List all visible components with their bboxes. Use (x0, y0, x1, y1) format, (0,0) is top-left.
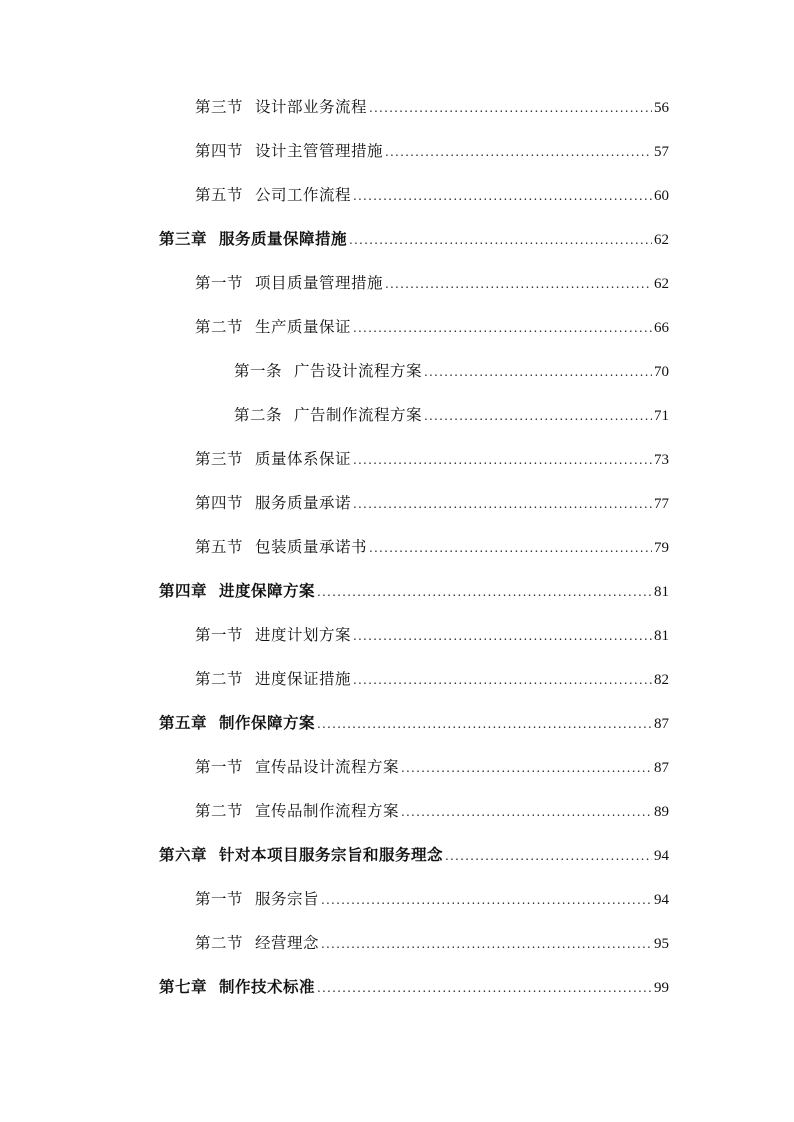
toc-entry-number: 第一节 (195, 758, 244, 776)
toc-page-number: 71 (654, 408, 669, 424)
toc-page-number: 62 (654, 276, 669, 292)
toc-entry-number: 第五节 (195, 538, 244, 556)
toc-entry[interactable] (195, 269, 669, 297)
toc-entry-label (234, 401, 422, 429)
toc-page-number: 99 (654, 980, 669, 996)
toc-page-number: 60 (654, 188, 669, 204)
toc-page-number: 57 (654, 144, 669, 160)
toc-page-number: 77 (654, 496, 669, 512)
toc-entry-title: 进度保障方案 (219, 582, 316, 600)
toc-entry-title: 服务宗旨 (255, 890, 320, 908)
toc-leader-dots (317, 578, 652, 606)
toc-entry[interactable] (195, 533, 669, 561)
toc-entry-label (195, 797, 399, 825)
toc-entry[interactable] (195, 797, 669, 825)
toc-page-number: 89 (654, 804, 669, 820)
toc-entry-number: 第一条 (234, 362, 283, 380)
toc-entry-title: 设计主管管理措施 (255, 142, 384, 160)
toc-entry-chapter[interactable] (159, 225, 669, 253)
toc-entry-label (195, 137, 383, 165)
toc-entry-title: 宣传品制作流程方案 (255, 802, 400, 820)
toc-page-number: 87 (654, 716, 669, 732)
toc-leader-dots (353, 490, 652, 518)
toc-page-number: 95 (654, 936, 669, 952)
toc-leader-dots (321, 930, 652, 958)
toc-leader-dots (369, 534, 652, 562)
toc-page-number: 73 (654, 452, 669, 468)
toc-entry-title: 制作技术标准 (219, 978, 316, 996)
toc-entry-label (195, 621, 351, 649)
toc-entry-number: 第三节 (195, 450, 244, 468)
toc-page-number: 62 (654, 232, 669, 248)
toc-leader-dots (424, 358, 652, 386)
toc-entry[interactable] (195, 753, 669, 781)
toc-entry-number: 第二节 (195, 318, 244, 336)
toc-entry-label (195, 929, 319, 957)
toc-entry-title: 经营理念 (255, 934, 320, 952)
toc-entry[interactable] (195, 929, 669, 957)
toc-leader-dots (349, 226, 652, 254)
toc-page-number: 81 (654, 584, 669, 600)
toc-entry-number: 第四节 (195, 494, 244, 512)
toc-entry-label (159, 577, 315, 605)
toc-leader-dots (353, 622, 652, 650)
toc-entry-title: 宣传品设计流程方案 (255, 758, 400, 776)
toc-entry-number: 第四章 (159, 582, 208, 600)
toc-page-number: 66 (654, 320, 669, 336)
toc-entry-title: 广告制作流程方案 (294, 406, 423, 424)
toc-entry-number: 第三章 (159, 230, 208, 248)
toc-entry-number: 第五章 (159, 714, 208, 732)
toc-entry-label (195, 489, 351, 517)
toc-entry-title: 服务质量承诺 (255, 494, 352, 512)
toc-leader-dots (369, 94, 652, 122)
toc-entry-label (195, 445, 351, 473)
toc-entry-number: 第二节 (195, 934, 244, 952)
toc-entry-number: 第二条 (234, 406, 283, 424)
toc-entry-number: 第一节 (195, 626, 244, 644)
toc-entry-label (195, 181, 351, 209)
toc-entry-label (195, 93, 367, 121)
toc-page-number: 79 (654, 540, 669, 556)
toc-entry-number: 第一节 (195, 890, 244, 908)
toc-leader-dots (401, 754, 652, 782)
toc-entry-label (159, 841, 443, 869)
toc-entry-label (159, 709, 315, 737)
toc-entry-number: 第五节 (195, 186, 244, 204)
toc-entry-label (195, 269, 383, 297)
toc-leader-dots (321, 886, 652, 914)
toc-entry-label (195, 313, 351, 341)
toc-entry-title: 质量体系保证 (255, 450, 352, 468)
toc-leader-dots (424, 402, 652, 430)
toc-entry[interactable] (195, 445, 669, 473)
toc-entry-article[interactable] (234, 357, 669, 385)
toc-leader-dots (353, 182, 652, 210)
toc-entry-title: 广告设计流程方案 (294, 362, 423, 380)
toc-entry-title: 包装质量承诺书 (255, 538, 368, 556)
toc-entry-chapter[interactable] (159, 841, 669, 869)
toc-entry-number: 第二节 (195, 802, 244, 820)
toc-page-number: 87 (654, 760, 669, 776)
toc-entry-chapter[interactable] (159, 709, 669, 737)
toc-entry-label (195, 753, 399, 781)
toc-entry[interactable] (195, 313, 669, 341)
toc-entry-number: 第六章 (159, 846, 208, 864)
toc-entry-article[interactable] (234, 401, 669, 429)
toc-entry-title: 针对本项目服务宗旨和服务理念 (219, 846, 444, 864)
toc-entry-title: 制作保障方案 (219, 714, 316, 732)
toc-entry-label (159, 225, 347, 253)
toc-entry-title: 进度计划方案 (255, 626, 352, 644)
toc-leader-dots (445, 842, 652, 870)
toc-entry-label (195, 533, 367, 561)
toc-entry-label (159, 973, 315, 1001)
toc-entry-number: 第四节 (195, 142, 244, 160)
toc-leader-dots (353, 314, 652, 342)
toc-leader-dots (317, 710, 652, 738)
toc-entry-number: 第二节 (195, 670, 244, 688)
toc-entry[interactable] (195, 137, 669, 165)
toc-entry[interactable] (195, 885, 669, 913)
toc-page-number: 70 (654, 364, 669, 380)
toc-leader-dots (317, 974, 652, 1002)
toc-leader-dots (401, 798, 652, 826)
toc-entry-label (195, 665, 351, 693)
toc-leader-dots (353, 666, 652, 694)
toc-entry-title: 服务质量保障措施 (219, 230, 348, 248)
toc-entry-title: 生产质量保证 (255, 318, 352, 336)
toc-page-number: 94 (654, 892, 669, 908)
toc-entry[interactable] (195, 621, 669, 649)
toc-leader-dots (353, 446, 652, 474)
toc-entry-title: 项目质量管理措施 (255, 274, 384, 292)
toc-entry-number: 第七章 (159, 978, 208, 996)
toc-entry-label (195, 885, 319, 913)
toc-entry-title: 公司工作流程 (255, 186, 352, 204)
toc-entry[interactable] (195, 665, 669, 693)
toc-entry[interactable] (195, 93, 669, 121)
toc-entry-number: 第三节 (195, 98, 244, 116)
toc-leader-dots (385, 138, 652, 166)
toc-entry[interactable] (195, 489, 669, 517)
toc-entry[interactable] (195, 181, 669, 209)
toc-leader-dots (385, 270, 652, 298)
toc-entry-chapter[interactable] (159, 973, 669, 1001)
toc-page-number: 81 (654, 628, 669, 644)
toc-page-number: 82 (654, 672, 669, 688)
toc-page-number: 56 (654, 100, 669, 116)
toc-entry-number: 第一节 (195, 274, 244, 292)
toc-entry-title: 设计部业务流程 (255, 98, 368, 116)
toc-entry-title: 进度保证措施 (255, 670, 352, 688)
toc-entry-chapter[interactable] (159, 577, 669, 605)
toc-entry-label (234, 357, 422, 385)
toc-page-number: 94 (654, 848, 669, 864)
